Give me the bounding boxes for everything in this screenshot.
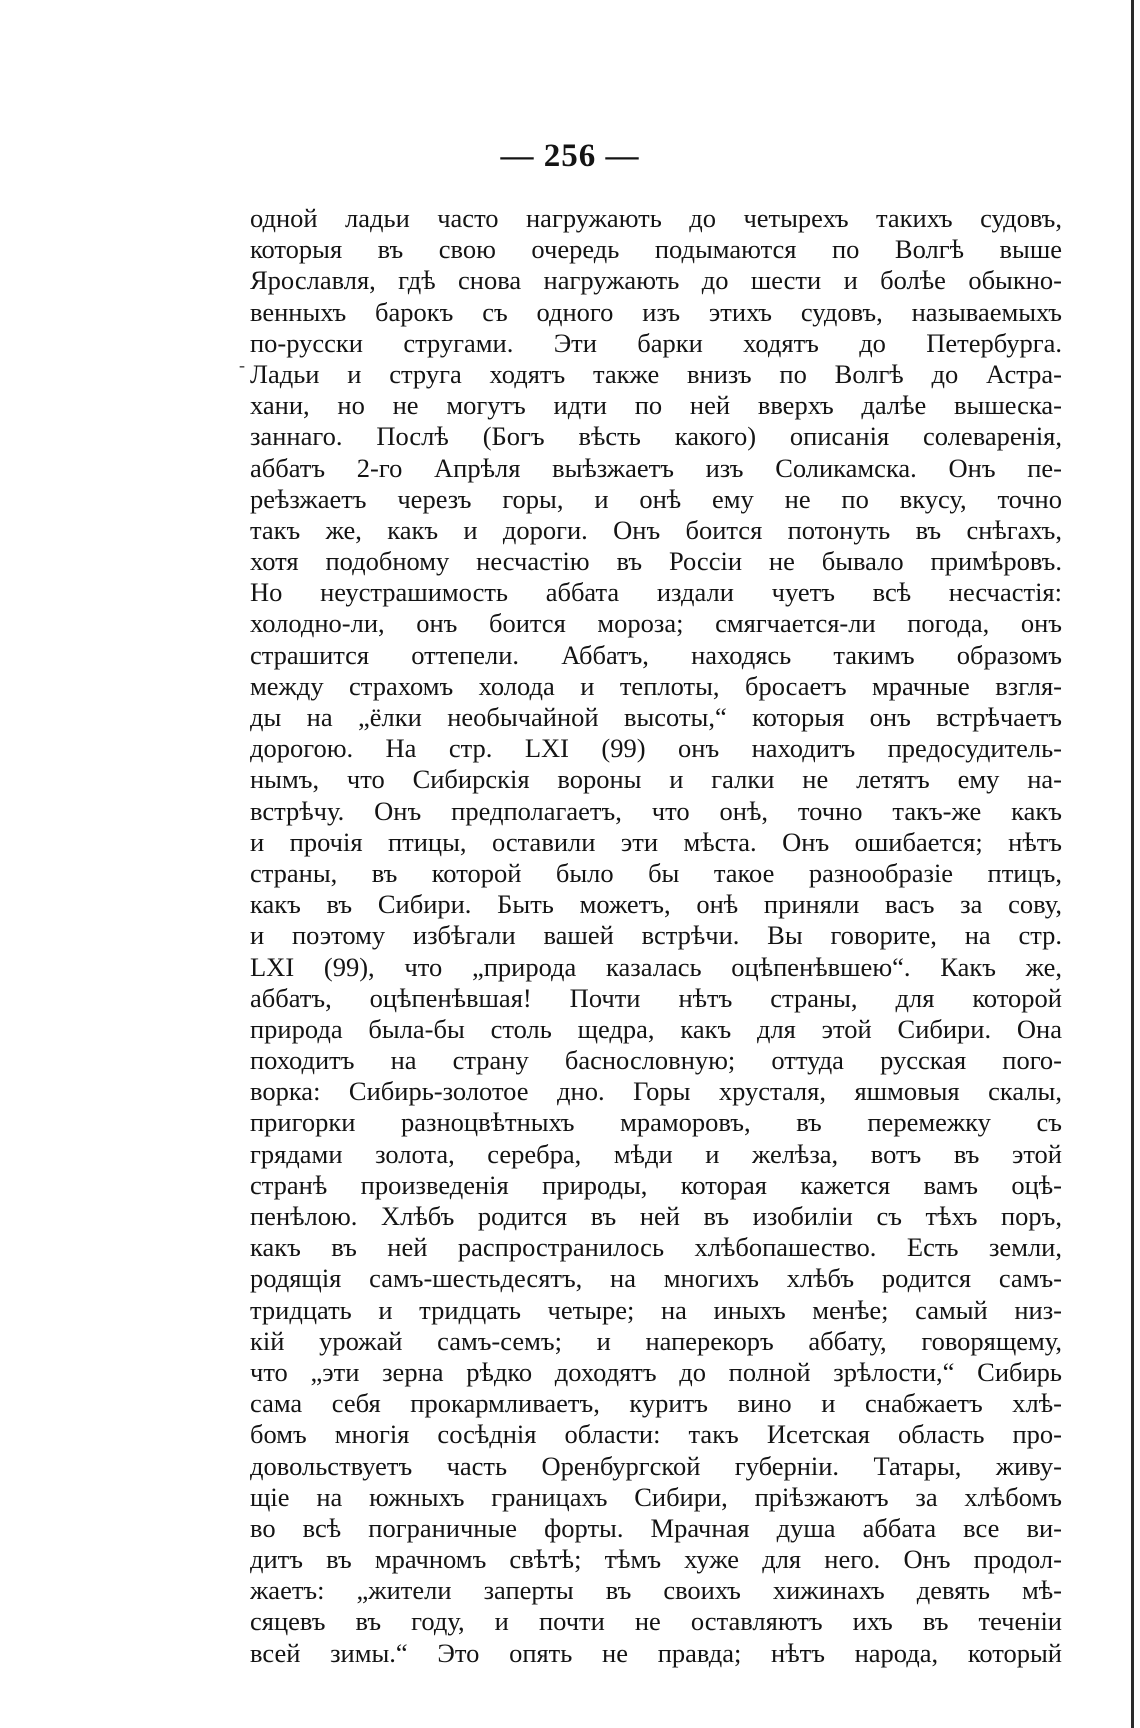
body-text <box>250 203 1062 1669</box>
text-line: кій урожай самъ-семъ; и наперекоръ аббату, говорящему, <box>250 1325 1062 1356</box>
text-line: одной ладьи часто нагружають до четырехъ такихъ судовъ, <box>250 203 1062 233</box>
text-line: Но неустрашимость аббата издали чуетъ всѣ несчастія: <box>250 577 1062 608</box>
text-line: такъ же, какъ и дороги. Онъ боится потонуть въ снѣгахъ, <box>250 514 1062 545</box>
text-line: которыя въ свою очередь подымаются по Волгѣ выше <box>250 234 1062 265</box>
page-number: — 256 — <box>500 138 640 174</box>
text-line: LXI (99), что „природа казалась оцѣпенѣвшею“. Какъ же, <box>250 951 1062 982</box>
text-line: встрѣчу. Онъ предполагаетъ, что онѣ, точно такъ-же какъ <box>250 795 1062 826</box>
text-line: аббатъ 2-го Апрѣля выѣзжаетъ изъ Соликамска. Онъ пе- <box>250 452 1062 483</box>
text-line: хани, но не могутъ идти по ней вверхъ далѣе вышеска- <box>250 390 1062 421</box>
text-line: дитъ въ мрачномъ свѣтѣ; тѣмъ хуже для него. Онъ продол- <box>250 1544 1062 1575</box>
text-line: пенѣлою. Хлѣбъ родится въ ней въ изобиліи съ тѣхъ поръ, <box>250 1201 1062 1231</box>
text-line: щіе на южныхъ границахъ Сибири, пріѣзжаютъ за хлѣбомъ <box>250 1481 1062 1512</box>
text-line: какъ въ Сибири. Быть можетъ, онѣ приняли васъ за сову, <box>250 889 1062 920</box>
text-line: по-русски стругами. Эти барки ходятъ до Петербурга. <box>250 327 1062 358</box>
text-line: ды на „ёлки необычайной высоты,“ которыя онъ встрѣчаетъ <box>250 702 1062 732</box>
text-line: странѣ произведенія природы, которая кажется вамъ оцѣ- <box>250 1169 1062 1200</box>
text-line: страны, въ которой было бы такое разнообразіе птицъ, <box>250 857 1062 888</box>
text-line: и прочія птицы, оставили эти мѣста. Онъ ошибается; нѣтъ <box>250 826 1062 857</box>
text-line: тридцать и тридцать четыре; на иныхъ менѣе; самый низ- <box>250 1294 1062 1325</box>
text-line: хотя подобному несчастію въ Россіи не бывало примѣровъ. <box>250 546 1062 577</box>
text-line: аббатъ, оцѣпенѣвшая! Почти нѣтъ страны, для которой <box>250 982 1062 1013</box>
text-line: довольствуетъ часть Оренбургской губерніи. Татары, живу- <box>250 1450 1062 1481</box>
text-line: какъ въ ней распространилось хлѣбопашество. Есть земли, <box>250 1232 1062 1263</box>
text-line: Ладьи и струга ходятъ также внизъ по Волгѣ до Астра- <box>250 358 1062 389</box>
text-line: и поэтому избѣгали вашей встрѣчи. Вы говорите, на стр. <box>250 920 1062 951</box>
text-line: бомъ многія сосѣднія области: такъ Исетская область про- <box>250 1419 1062 1450</box>
text-line: Ярославля, гдѣ снова нагружають до шести и болѣе обыкно- <box>250 265 1062 296</box>
text-line: сама себя прокармливаетъ, куритъ вино и снабжаетъ хлѣ- <box>250 1388 1062 1419</box>
text-line: холодно-ли, онъ боится мороза; смягчается-ли погода, онъ <box>250 608 1062 639</box>
text-line: нымъ, что Сибирскія вороны и галки не летятъ ему на- <box>250 764 1062 795</box>
text-line: природа была-бы столь щедра, какъ для этой Сибири. Она <box>250 1013 1062 1044</box>
text-line: что „эти зерна рѣдко доходятъ до полной зрѣлости,“ Сибирь <box>250 1356 1062 1387</box>
margin-mark: - <box>239 355 245 375</box>
text-line: походитъ на страну баснословную; оттуда русская пого- <box>250 1045 1062 1076</box>
text-line: пригорки разноцвѣтныхъ мраморовъ, въ перемежку съ <box>250 1107 1062 1138</box>
text-line: реѣзжаетъ черезъ горы, и онѣ ему не по вкусу, точно <box>250 483 1062 514</box>
text-line: ворка: Сибирь-золотое дно. Горы хрусталя, яшмовыя скалы, <box>250 1076 1062 1107</box>
text-line: жаетъ: „жители заперты въ своихъ хижинахъ девять мѣ- <box>250 1575 1062 1606</box>
text-line: грядами золота, серебра, мѣди и желѣза, вотъ въ этой <box>250 1138 1062 1169</box>
text-line: сяцевъ въ году, и почти не оставляютъ ихъ въ теченіи <box>250 1606 1062 1637</box>
text-line: заннаго. Послѣ (Богъ вѣсть какого) описанія солеваренія, <box>250 421 1062 452</box>
text-line: родящія самъ-шестьдесятъ, на многихъ хлѣбъ родится самъ- <box>250 1263 1062 1294</box>
text-line: венныхъ барокъ съ одного изъ этихъ судовъ, называемыхъ <box>250 296 1062 327</box>
text-line: дорогою. На стр. LXI (99) онъ находитъ предосудитель- <box>250 733 1062 764</box>
page-edge-border <box>1131 0 1134 1728</box>
text-line: страшится оттепели. Аббатъ, находясь такимъ образомъ <box>250 639 1062 670</box>
text-line: между страхомъ холода и теплоты, бросаетъ мрачные взгля- <box>250 670 1062 701</box>
text-line: всей зимы.“ Это опять не правда; нѣтъ народа, который <box>250 1637 1062 1668</box>
text-line: во всѣ пограничные форты. Мрачная душа аббата все ви- <box>250 1512 1062 1543</box>
